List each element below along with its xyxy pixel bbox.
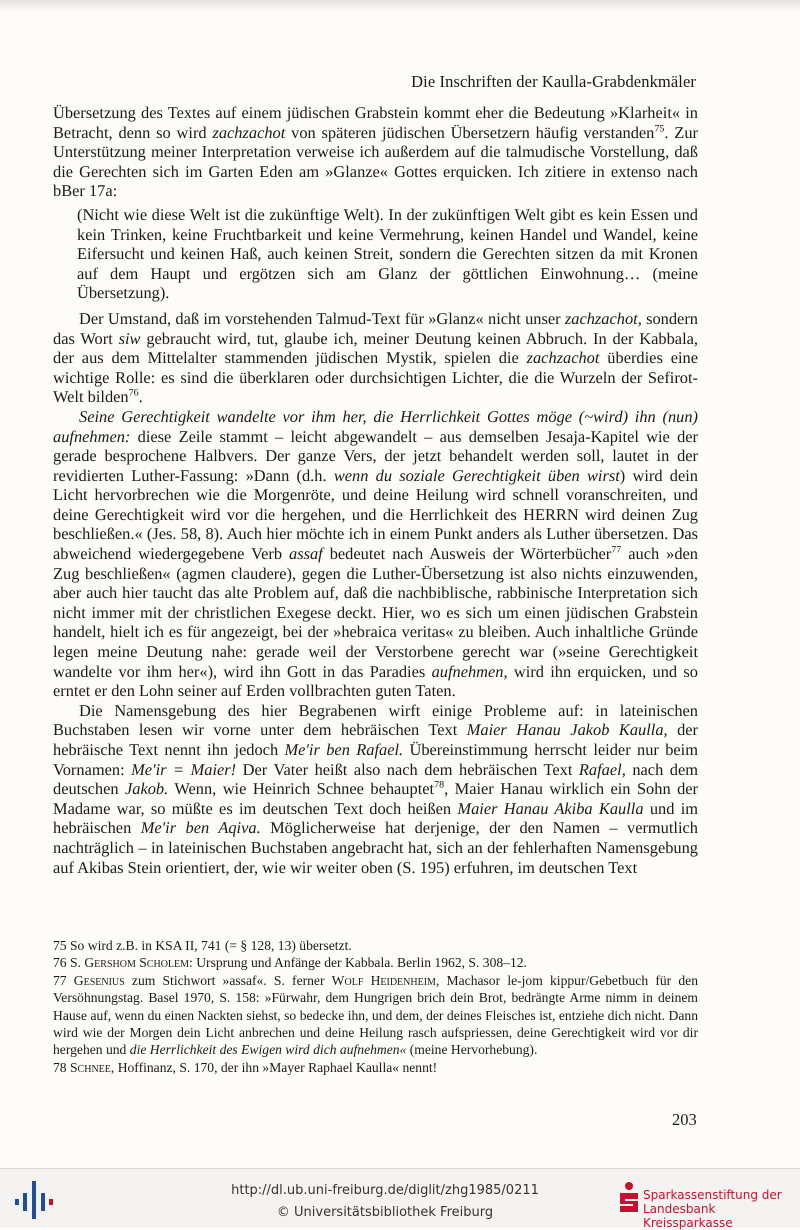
- main-text: [53, 103, 698, 877]
- sponsor-text[interactable]: [643, 1188, 800, 1230]
- footnote-78: 78 Schnee, Hoffinanz, S. 170, der ihn »Mayer Raphael Kaulla« nennt!: [53, 1059, 438, 1075]
- footer-permalink[interactable]: http://dl.ub.uni-freiburg.de/diglit/zhg1985/0211: [231, 1183, 539, 1198]
- paragraph-2: Der Umstand, daß im vorstehenden Talmud-Text für »Glanz« nicht unser zachzachot, sondern das Wort siw gebraucht wird, tut, glaube ich, meiner Deutung keinen Abbruch. In der Kabbala, der aus dem Mittelalter stammenden jüdischen Mystik, spielen die zachzachot überdies eine wichtige Rolle: es sind die überklaren oder durchsichtigen Lichter, die die Wurzeln der Sefirot-Welt bilden$^{76}$.: [53, 308, 698, 407]
- talmud-quote: (Nicht wie diese Welt ist die zukünftige Welt). In der zukünftigen Welt gibt es kein Essen und kein Trinken, keine Fruchtbarkeit und keine Vermehrung, keinen Handel und Wandel, keine Eifersucht und keinen Haß, auch keinen Streit, sondern die Gerechten sitzen da mit Kronen auf dem Haupt und ergötzen sich am Glanz der göttlichen Einwohnung… (meine Übersetzung).: [77, 204, 698, 303]
- footnote-76: 76 S. Gershom Scholem: Ursprung und Anfänge der Kabbala. Berlin 1962, S. 308–12.: [53, 955, 527, 971]
- viewer-footer: [0, 1168, 800, 1230]
- footnotes: [53, 937, 698, 1076]
- footnote-ref-75[interactable]: 75: [654, 123, 665, 135]
- footnote-ref-78[interactable]: 78: [434, 779, 445, 791]
- page-number: 203: [672, 1110, 697, 1129]
- footnote-ref-76[interactable]: 76: [128, 387, 139, 399]
- footnote-77: 77 Gesenius zum Stichwort »assaf«. S. ferner Wolf Heidenheim, Machasor le-jom kippur/Gebetbuch für den Versöhnungstag. Basel 1970, S. 158: »Fürwahr, dem Hungrigen brich dein Brot, bedrängte Arme nimm in deinem Hause auf, wenn du einen Nackten siehst, so bedecke ihn, und dem, der deines Fleisches ist, entziehe dich nicht. Dann wird wie der Morgen dein Licht anbrechen und deine Heilung rasch aufspriessen, deine Gerechtigkeit wird vor dir hergehen und die Herrlichkeit des Ewigen wird dich aufnehmen« (meine Hervorhebung).: [53, 972, 698, 1058]
- footnote-ref-77[interactable]: 77: [611, 544, 622, 556]
- paragraph-1: Übersetzung des Textes auf einem jüdischen Grabstein kommt eher die Bedeutung »Klarheit« in Betracht, denn so wird zachzachot von späteren jüdischen Übersetzern häufig verstanden$^{75}$. Zur Unterstützung meiner Interpretation verweise ich außerdem auf die talmudische Vorstellung, daß die Gerechten sich im Garten Eden am »Glanze« Gottes erquicken. Ich zitiere in extenso nach bBer 17a:: [53, 103, 698, 201]
- sponsor-line-1: Sparkassenstiftung der: [643, 1188, 782, 1202]
- sponsor-line-2: Landesbank Kreissparkasse: [643, 1202, 733, 1230]
- footer-copyright: © Universitätsbibliothek Freiburg: [276, 1205, 494, 1220]
- paragraph-3: Seine Gerechtigkeit wandelte vor ihm her, die Herrlichkeit Gottes möge (~wird) ihn (nun) aufnehmen: diese Zeile stammt – leicht abgewandelt – aus demselben Jesaja-Kapitel wie der gerade besprochene Halbvers. Der ganze Vers, der jetzt behandelt werden soll, lautet in der revidierten Luther-Fassung: »Dann (d.h. wenn du soziale Gerechtigkeit üben wirst) wird dein Licht hervorbrechen wie die Morgenröte, und deine Heilung wird schnell voranschreiten, und deine Gerechtigkeit wird vor die hergehen, und die Herrlichkeit des HERRN wird deinen Zug beschließen.« (Jes. 58, 8). Auch hier möchte ich in einem Punkt anders als Luther übersetzen. Das abweichend wiedergegebene Verb assaf bedeutet nach Ausweis der Wörterbücher$^{77}$ auch »den Zug beschließen« (agmen claudere), gegen die Luther-Übersetzung ist also nichts einzuwenden, aber auch hier taucht das alte Problem auf, daß die nachbiblische, rabbinische Interpretation sich nicht immer mit der christlichen Exegese deckt. Hier, wo es sich um einen jüdischen Grabstein handelt, hielt ich es für angezeigt, bei der »hebraica veritas« zu bleiben. Auch inhaltliche Gründe legen meine Deutung nahe: gerade weil der Verstorbene gerecht war (»seine Gerechtigkeit wandelte vor ihm her«), wird ihn Gott in das Paradies aufnehmen, wird ihn erquicken, und so erntet er den Lohn seiner auf Erden vollbrachten guten Taten.: [53, 406, 699, 701]
- footnote-75: 75 So wird z.B. in KSA II, 741 (= § 128, 13) übersetzt.: [53, 938, 352, 953]
- ub-freiburg-logo-icon[interactable]: [14, 1179, 54, 1221]
- paragraph-4: Die Namensgebung des hier Begrabenen wirft einige Probleme auf: in lateinischen Buchstaben lesen wir vorne unter dem hebräischen Text Maier Hanau Jakob Kaulla, der hebräische Text nennt ihn jedoch Me'ir ben Rafael. Übereinstimmung herrscht leider nur beim Vornamen: Me'ir = Maier! Der Vater heißt also nach dem hebräischen Text Rafael, nach dem deutschen Jakob. Wenn, wie Heinrich Schnee behauptet$^{78}$, Maier Hanau wirklich ein Sohn der Madame war, so müßte es im deutschen Text doch heißen Maier Hanau Akiba Kaulla und im hebräischen Me'ir ben Aqiva. Möglicherweise hat derjenige, der den Namen – vermutlich nachträglich – in lateinischen Buchstaben angebracht hat, sich an der fehlerhaften Namensgebung auf Akibas Stein orientiert, der, wie wir weiter oben (S. 195) erfuhren, im deutschen Text: [53, 700, 699, 877]
- running-head: Die Inschriften der Kaulla-Grabdenkmäler: [411, 72, 696, 91]
- scan-top-edge: [0, 0, 800, 12]
- sparkasse-logo-icon[interactable]: [617, 1181, 641, 1215]
